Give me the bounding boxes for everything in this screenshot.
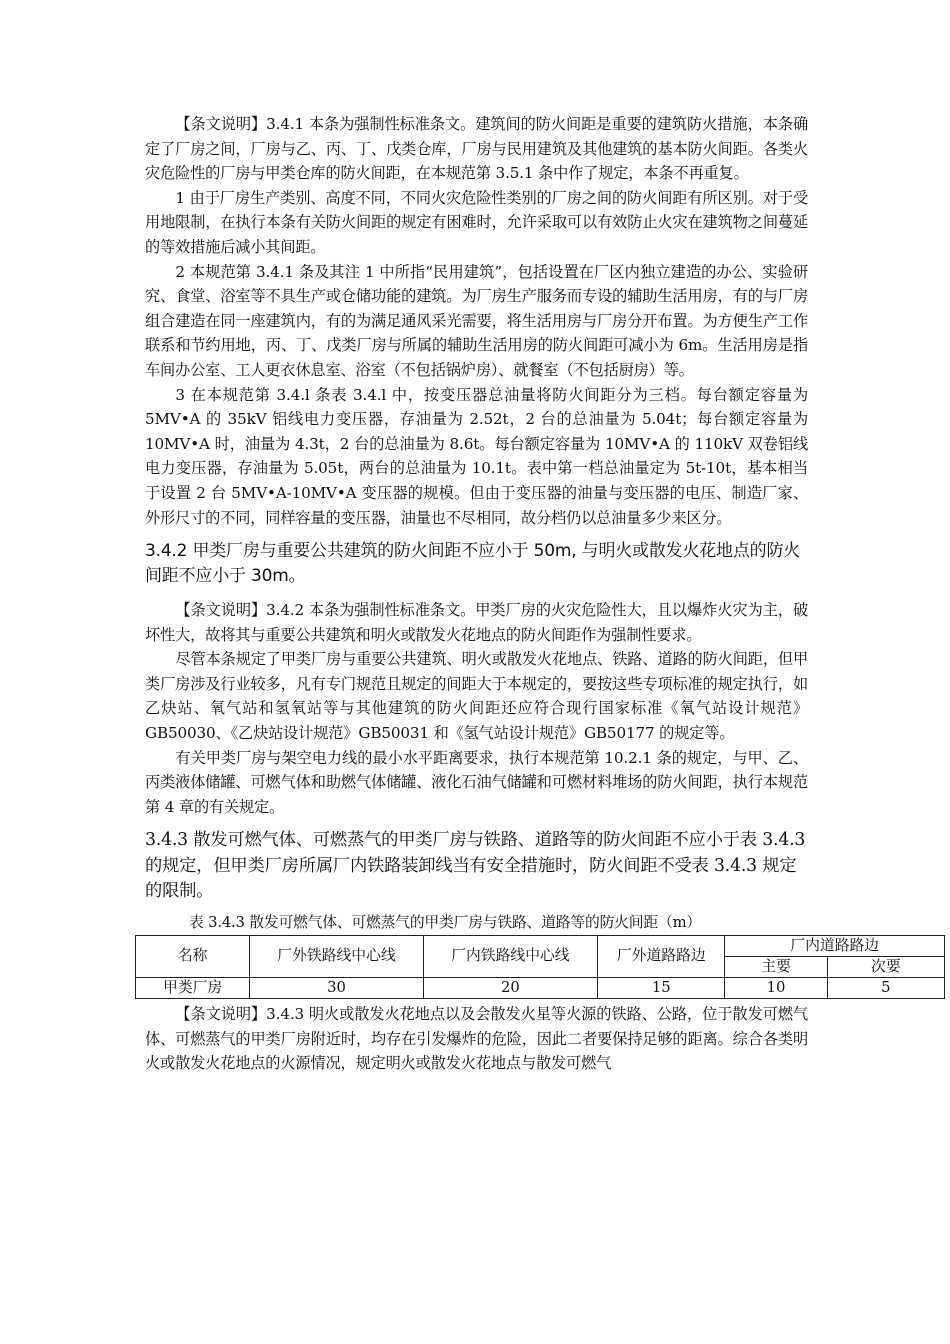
cell-outer-road: 15	[598, 977, 725, 998]
table-row	[136, 977, 945, 998]
table-header-row	[136, 935, 945, 956]
clause-342-heading: 3.4.2 甲类厂房与重要公共建筑的防火间距不应小于 50m, 与明火或散发火花地点的防火间距不应小于 30m。	[145, 541, 801, 587]
header-inner-rail: 厂内铁路线中心线	[423, 935, 597, 977]
explanation-341-item-3: 3 在本规范第 3.4.l 条表 3.4.l 中，按变压器总油量将防火间距分为三档。每台额定容量为 5MV•A 的 35kV 铝线电力变压器，存油量为 2.52t，2 台的总油量为 5.04t；每台额定容量为 10MV•A 时，油量为 4.3t，2 台的总油量为 8.6t。每台额定容量为 10MV•A 的 110kV 双卷铝线电力变压器，存油量为 5.05t，两台的总油量为 10.1t。表中第一档总油量定为 5t-10t，基本相当于设置 2 台 5MV•A-10MV•A 变压器的规模。但由于变压器的油量与变压器的电压、制造厂家、外形尺寸的不同，同样容量的变压器，油量也不尽相同，故分档仍以总油量多少来区分。	[145, 385, 808, 527]
cell-outer-rail: 30	[250, 977, 423, 998]
explanation-341: 【条文说明】3.4.1 本条为强制性标准条文。建筑间的防火间距是重要的建筑防火措施，本条确定了厂房之间，厂房与乙、丙、丁、戊类仓库，厂房与民用建筑及其他建筑的基本防火间距。各类火灾危险性的厂房与甲类仓库的防火间距，在本规范第 3.5.1 条中作了规定，本条不再重复。	[145, 115, 808, 183]
header-outer-road: 厂外道路路边	[598, 935, 725, 977]
cell-secondary: 5	[827, 977, 944, 998]
explanation-343: 【条文说明】3.4.3 明火或散发火花地点以及会散发火星等火源的铁路、公路，位于散发可燃气体、可燃蒸气的甲类厂房附近时，均存在引发爆炸的危险，因此二者要保持足够的距离。综合各类明火或散发火花地点的火源情况，规定明火或散发火花地点与散发可燃气	[145, 1004, 808, 1073]
clause-343-heading: 3.4.3 散发可燃气体、可燃蒸气的甲类厂房与铁路、道路等的防火间距不应小于表 3.4.3 的规定，但甲类厂房所属厂内铁路装卸线当有安全措施时，防火间距不受表 3.4.3 规定的限制。	[145, 830, 806, 902]
header-name: 名称	[136, 935, 250, 977]
table-343	[135, 935, 945, 999]
explanation-342: 【条文说明】3.4.2 本条为强制性标准条文。甲类厂房的火灾危险性大，且以爆炸火灾为主，破坏性大，故将其与重要公共建筑和明火或散发火花地点的防火间距作为强制性要求。	[145, 601, 808, 644]
document-page	[145, 112, 901, 1076]
header-outer-rail: 厂外铁路线中心线	[250, 935, 423, 977]
explanation-341-item-1: 1 由于厂房生产类别、高度不同，不同火灾危险性类别的厂房之间的防火间距有所区别。对于受用地限制，在执行本条有关防火间距的规定有困难时，允许采取可以有效防止火灾在建筑物之间蔓延的等效措施后减小其间距。	[145, 188, 808, 256]
table-343-caption: 表 3.4.3 散发可燃气体、可燃蒸气的甲类厂房与铁路、道路等的防火间距（m）	[189, 913, 701, 931]
header-inner-road: 厂内道路路边	[725, 935, 945, 956]
explanation-342-para-2: 尽管本条规定了甲类厂房与重要公共建筑、明火或散发火花地点、铁路、道路的防火间距，但甲类厂房涉及行业较多，凡有专门规范且规定的间距大于本规定的，要按这些专项标准的规定执行，如乙炔站、氧气站和氢氧站等与其他建筑的防火间距还应符合现行国家标准《氧气站设计规范》GB50030、《乙炔站设计规范》GB50031 和《氢气站设计规范》GB50177 的规定等。	[145, 650, 808, 743]
explanation-341-item-2: 2 本规范第 3.4.1 条及其注 1 中所指“民用建筑”，包括设置在厂区内独立建造的办公、实验研究、食堂、浴室等不具生产或仓储功能的建筑。为厂房生产服务而专设的辅助生活用房，有的与厂房组合建造在同一座建筑内，有的为满足通风采光需要，将生活用房与厂房分开布置。为方便生产工作联系和节约用地，丙、丁、戊类厂房与所属的辅助生活用房的防火间距可减小为 6m。生活用房是指车间办公室、工人更衣休息室、浴室（不包括锅炉房）、就餐室（不包括厨房）等。	[145, 262, 808, 379]
explanation-342-para-3: 有关甲类厂房与架空电力线的最小水平距离要求，执行本规范第 10.2.1 条的规定，与甲、乙、丙类液体储罐、可燃气体和助燃气体储罐、液化石油气储罐和可燃材料堆场的防火间距，执行本规范第 4 章的有关规定。	[145, 748, 808, 816]
cell-inner-rail: 20	[423, 977, 597, 998]
header-primary: 主要	[725, 956, 827, 977]
cell-name: 甲类厂房	[136, 977, 250, 998]
header-secondary: 次要	[827, 956, 944, 977]
cell-primary: 10	[725, 977, 827, 998]
